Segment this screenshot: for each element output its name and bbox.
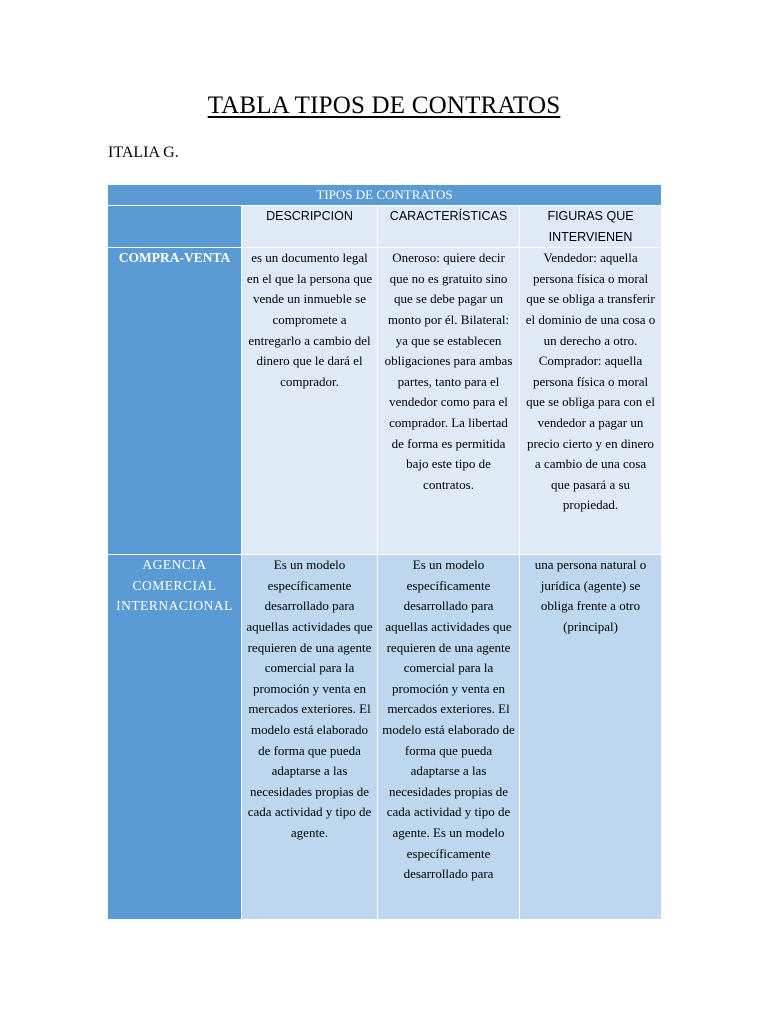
- document-title: TABLA TIPOS DE CONTRATOS: [207, 92, 561, 119]
- row-type-compraventa: COMPRA-VENTA: [108, 248, 242, 555]
- table-row: [108, 555, 662, 920]
- cell-caracteristicas: Es un modelo específicamente desarrollado para aquellas actividades que requieren de una agente comercial para la promoción y venta en mercados exteriores. El modelo está elaborado de forma que pueda adaptarse a las necesidades propias de cada actividad y tipo de agente. Es un modelo específicamente desarrollado para: [378, 555, 520, 920]
- table-banner: TIPOS DE CONTRATOS: [108, 185, 662, 206]
- table-row: [108, 248, 662, 555]
- table-header-row: [108, 206, 662, 248]
- cell-figuras: Vendedor: aquella persona física o moral que se obliga a transferir el dominio de una cosa o un derecho a otro. Comprador: aquella persona física o moral que se obliga para con el vendedor a pagar un precio cierto y en dinero a cambio de una cosa que pasará a su propiedad.: [520, 248, 662, 555]
- cell-caracteristicas: Oneroso: quiere decir que no es gratuito sino que se debe pagar un monto por él. Bilateral: ya que se establecen obligaciones para ambas partes, tanto para el vendedor como para el comprador. La libertad de forma es permitida bajo este tipo de contratos.: [378, 248, 520, 555]
- contracts-table: [107, 184, 662, 920]
- header-corner-cell: [108, 206, 242, 248]
- cell-figuras: una persona natural o jurídica (agente) se obliga frente a otro (principal): [520, 555, 662, 920]
- header-caracteristicas: CARACTERÍSTICAS: [378, 206, 520, 248]
- cell-descripcion: es un documento legal en el que la persona que vende un inmueble se compromete a entregarlo a cambio del dinero que le dará el comprador.: [242, 248, 378, 555]
- table-banner-row: [108, 185, 662, 206]
- cell-descripcion: Es un modelo específicamente desarrollado para aquellas actividades que requieren de una agente comercial para la promoción y venta en mercados exteriores. El modelo está elaborado de forma que pueda adaptarse a las necesidades propias de cada actividad y tipo de agente.: [242, 555, 378, 920]
- row-type-agencia: AGENCIA COMERCIAL INTERNACIONAL: [108, 555, 242, 920]
- header-figuras: FIGURAS QUE INTERVIENEN: [520, 206, 662, 248]
- author-name: ITALIA G.: [108, 144, 179, 161]
- header-descripcion: DESCRIPCION: [242, 206, 378, 248]
